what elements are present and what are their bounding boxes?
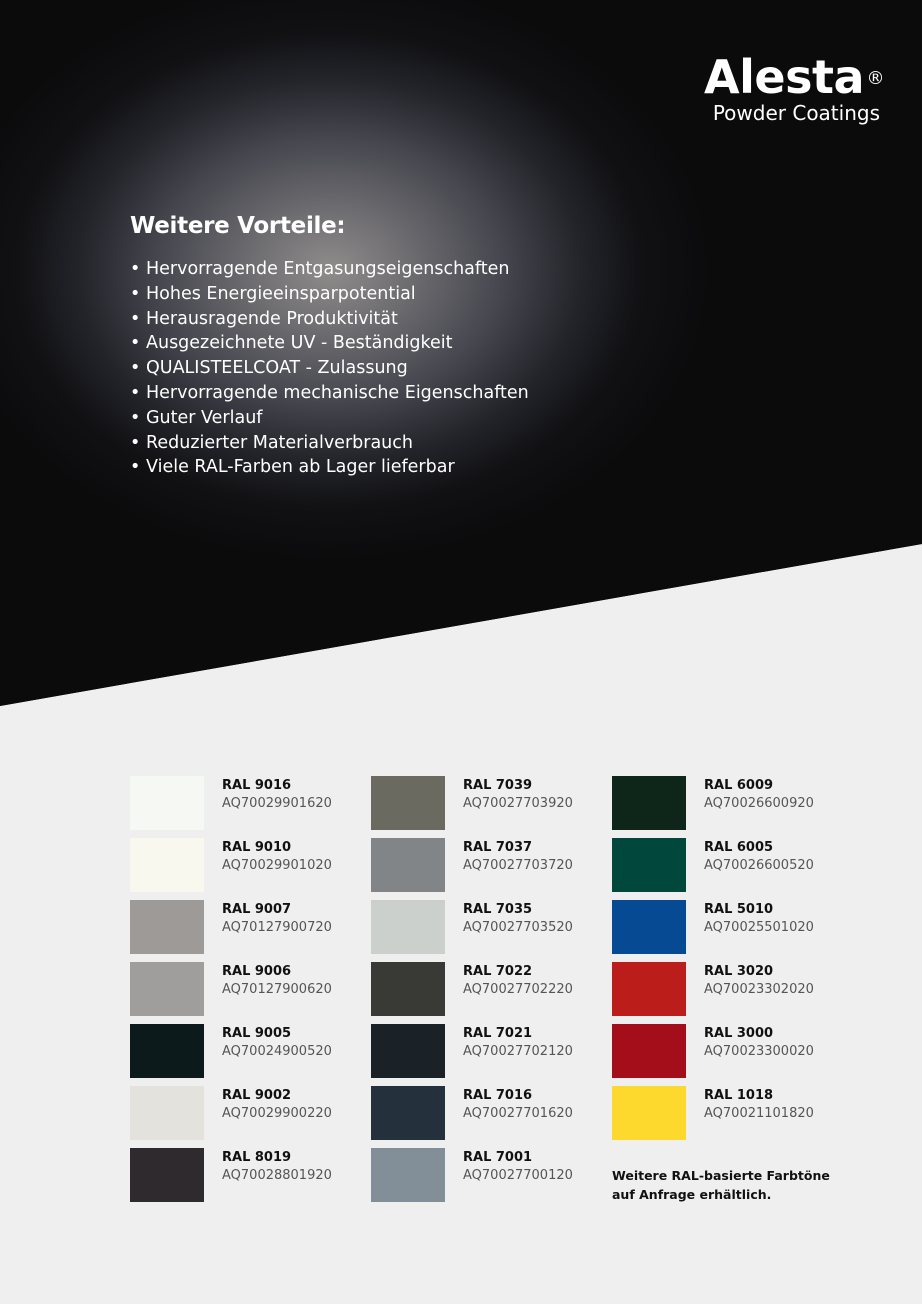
alesta-logo bbox=[704, 50, 882, 124]
swatch-ral-name: RAL 9016 bbox=[222, 778, 292, 793]
color-swatch-item bbox=[130, 1148, 370, 1202]
swatch-ral-name: RAL 7039 bbox=[463, 778, 533, 793]
color-swatch bbox=[612, 1086, 686, 1140]
logo-name-text: Alesta bbox=[704, 50, 864, 104]
color-swatch bbox=[371, 1024, 445, 1078]
swatch-ral-name: RAL 3020 bbox=[704, 964, 774, 979]
benefit-item bbox=[130, 331, 529, 356]
swatch-ral-name: RAL 7001 bbox=[463, 1150, 533, 1165]
color-swatch bbox=[371, 776, 445, 830]
benefit-text: Hohes Energieeinsparpotential bbox=[146, 283, 416, 304]
swatch-ral-name: RAL 5010 bbox=[704, 902, 774, 917]
bullet: • bbox=[130, 283, 141, 304]
bullet: • bbox=[130, 457, 141, 478]
bullet: • bbox=[130, 308, 141, 329]
swatch-ral-name: RAL 6005 bbox=[704, 840, 774, 855]
color-swatch-item bbox=[612, 900, 852, 954]
swatch-product-code: AQ70025501020 bbox=[704, 920, 814, 935]
bullet: • bbox=[130, 259, 141, 279]
color-swatch bbox=[612, 776, 686, 830]
swatch-product-code: AQ70127900620 bbox=[222, 982, 332, 997]
color-swatch-item bbox=[612, 1024, 852, 1078]
swatch-ral-name: RAL 9010 bbox=[222, 840, 292, 855]
color-swatch-item bbox=[371, 1086, 611, 1140]
color-swatch bbox=[612, 900, 686, 954]
swatch-product-code: AQ70026600920 bbox=[704, 796, 814, 811]
color-swatch bbox=[612, 838, 686, 892]
bullet: • bbox=[130, 407, 141, 428]
color-swatch-item bbox=[371, 962, 611, 1016]
color-swatch bbox=[371, 1086, 445, 1140]
color-swatch bbox=[130, 838, 204, 892]
bullet: • bbox=[130, 382, 141, 403]
benefit-text: Hervorragende mechanische Eigenschaften bbox=[146, 382, 529, 403]
color-swatch-item bbox=[371, 1148, 611, 1202]
swatch-product-code: AQ70027700120 bbox=[463, 1168, 573, 1183]
swatch-ral-name: RAL 7016 bbox=[463, 1088, 533, 1103]
color-swatch-item bbox=[371, 838, 611, 892]
swatch-product-code: AQ70027701620 bbox=[463, 1106, 573, 1121]
swatch-product-code: AQ70029901020 bbox=[222, 858, 332, 873]
color-swatch bbox=[612, 962, 686, 1016]
benefit-text: Guter Verlauf bbox=[146, 407, 263, 428]
benefit-text: Ausgezeichnete UV - Beständigkeit bbox=[146, 333, 453, 354]
color-swatch-item bbox=[130, 900, 370, 954]
swatch-ral-name: RAL 9007 bbox=[222, 902, 292, 917]
benefit-item bbox=[130, 455, 529, 480]
color-swatch bbox=[130, 1086, 204, 1140]
color-swatch bbox=[371, 900, 445, 954]
swatch-product-code: AQ70027703720 bbox=[463, 858, 573, 873]
swatch-product-code: AQ70023300020 bbox=[704, 1044, 814, 1059]
note-line-1: Weitere RAL-basierte Farbtöne bbox=[612, 1168, 830, 1183]
benefits-list bbox=[130, 257, 529, 480]
swatch-ral-name: RAL 1018 bbox=[704, 1088, 774, 1103]
bullet: • bbox=[130, 333, 141, 354]
swatch-product-code: AQ70027703920 bbox=[463, 796, 573, 811]
swatch-product-code: AQ70027702120 bbox=[463, 1044, 573, 1059]
benefits-section bbox=[130, 213, 529, 480]
color-swatch-item bbox=[130, 962, 370, 1016]
color-swatch-item bbox=[612, 838, 852, 892]
swatch-product-code: AQ70127900720 bbox=[222, 920, 332, 935]
swatch-product-code: AQ70027702220 bbox=[463, 982, 573, 997]
swatch-product-code: AQ70029900220 bbox=[222, 1106, 332, 1121]
benefit-item bbox=[130, 356, 529, 381]
logo-wordmark bbox=[704, 50, 882, 104]
benefit-text: Hervorragende Entgasungseigenschaften bbox=[146, 259, 510, 279]
color-swatch-item bbox=[612, 1086, 852, 1140]
swatch-product-code: AQ70029901620 bbox=[222, 796, 332, 811]
swatch-product-code: AQ70027703520 bbox=[463, 920, 573, 935]
swatch-product-code: AQ70028801920 bbox=[222, 1168, 332, 1183]
benefit-item bbox=[130, 431, 529, 456]
color-swatch bbox=[612, 1024, 686, 1078]
benefit-text: QUALISTEELCOAT - Zulassung bbox=[146, 358, 408, 379]
swatch-product-code: AQ70024900520 bbox=[222, 1044, 332, 1059]
swatch-ral-name: RAL 7037 bbox=[463, 840, 533, 855]
color-swatch bbox=[130, 1024, 204, 1078]
swatch-ral-name: RAL 3000 bbox=[704, 1026, 774, 1041]
swatch-ral-name: RAL 6009 bbox=[704, 778, 774, 793]
swatch-product-code: AQ70023302020 bbox=[704, 982, 814, 997]
benefit-item bbox=[130, 257, 529, 282]
color-swatch-item bbox=[612, 776, 852, 830]
color-swatch-item bbox=[130, 1024, 370, 1078]
color-swatch bbox=[371, 1148, 445, 1202]
more-colors-note bbox=[612, 1166, 842, 1204]
swatch-ral-name: RAL 7022 bbox=[463, 964, 533, 979]
swatch-ral-name: RAL 7021 bbox=[463, 1026, 533, 1041]
benefit-text: Herausragende Produktivität bbox=[146, 308, 398, 329]
color-swatch-item bbox=[371, 900, 611, 954]
color-swatch-item bbox=[371, 776, 611, 830]
color-swatch-item bbox=[371, 1024, 611, 1078]
swatch-ral-name: RAL 9006 bbox=[222, 964, 292, 979]
swatch-ral-name: RAL 9005 bbox=[222, 1026, 292, 1041]
benefit-item bbox=[130, 282, 529, 307]
benefit-text: Viele RAL-Farben ab Lager lieferbar bbox=[146, 457, 455, 478]
benefit-item bbox=[130, 406, 529, 431]
benefit-item bbox=[130, 307, 529, 332]
color-swatch bbox=[130, 1148, 204, 1202]
bullet: • bbox=[130, 358, 141, 379]
benefit-text: Reduzierter Materialverbrauch bbox=[146, 432, 413, 453]
registered-mark: ® bbox=[866, 68, 884, 89]
color-swatch-item bbox=[130, 1086, 370, 1140]
swatch-product-code: AQ70026600520 bbox=[704, 858, 814, 873]
swatch-ral-name: RAL 8019 bbox=[222, 1150, 292, 1165]
swatch-product-code: AQ70021101820 bbox=[704, 1106, 814, 1121]
color-swatch bbox=[371, 838, 445, 892]
color-swatch-item bbox=[612, 962, 852, 1016]
color-swatch bbox=[130, 900, 204, 954]
logo-subtitle: Powder Coatings bbox=[712, 101, 880, 125]
color-swatch bbox=[130, 776, 204, 830]
benefits-title: Weitere Vorteile: bbox=[130, 213, 346, 239]
color-swatch bbox=[130, 962, 204, 1016]
color-swatch-item bbox=[130, 838, 370, 892]
benefit-item bbox=[130, 381, 529, 406]
swatch-ral-name: RAL 9002 bbox=[222, 1088, 292, 1103]
color-swatch-item bbox=[130, 776, 370, 830]
note-line-2: auf Anfrage erhältlich. bbox=[612, 1187, 772, 1202]
bullet: • bbox=[130, 432, 141, 453]
swatch-ral-name: RAL 7035 bbox=[463, 902, 533, 917]
color-swatch bbox=[371, 962, 445, 1016]
